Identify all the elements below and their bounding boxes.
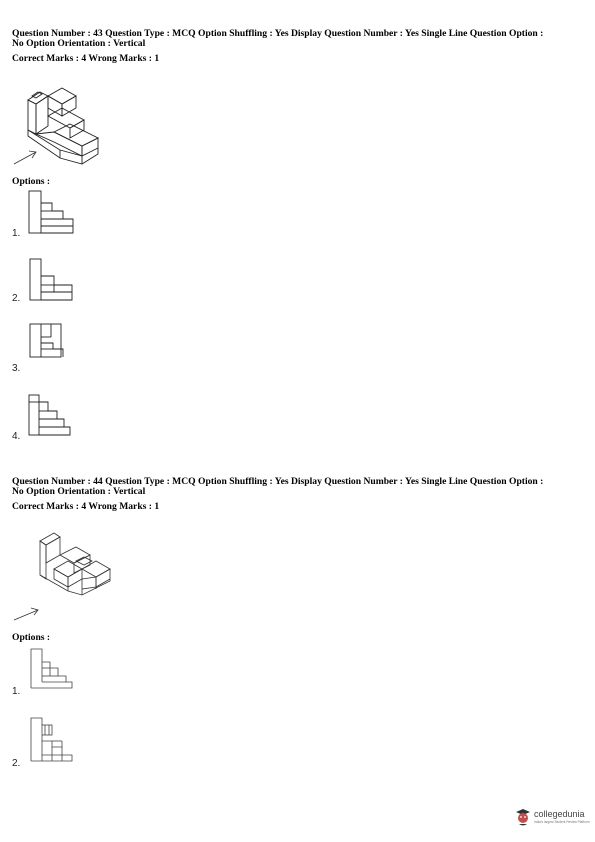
view-direction-arrow (12, 146, 42, 171)
graduate-mascot-icon (514, 807, 532, 827)
logo-wordmark: collegedunia (534, 809, 585, 819)
option-figure (30, 717, 90, 768)
option-figure (28, 394, 88, 445)
arrow-icon (12, 604, 42, 624)
question-marks: Correct Marks : 4 Wrong Marks : 1 (12, 501, 160, 512)
option-figure (29, 258, 89, 309)
option-figure (28, 190, 88, 241)
option-number: 2. (12, 758, 21, 769)
option-number: 1. (12, 686, 21, 697)
question-43-header (12, 29, 584, 64)
question-44-header (12, 477, 584, 512)
option-number: 3. (12, 363, 21, 374)
option-number: 2. (12, 293, 21, 304)
option-number: 1. (12, 228, 21, 239)
option-figure (29, 323, 89, 374)
question-meta-line1: Question Number : 44 Question Type : MCQ Option Shuffling : Yes Display Question Number : Yes Single Line Question Option : (12, 476, 544, 487)
options-label: Options : (12, 632, 51, 643)
question-meta-line2: No Option Orientation : Vertical (12, 38, 146, 49)
question-marks: Correct Marks : 4 Wrong Marks : 1 (12, 53, 160, 64)
option-figure (30, 648, 90, 699)
view-direction-arrow (12, 604, 42, 629)
option-number: 4. (12, 431, 21, 442)
logo-tagline: India's largest Student Review Platform (534, 820, 590, 824)
question-meta-line2: No Option Orientation : Vertical (12, 486, 146, 497)
isometric-block-figure (30, 525, 120, 600)
arrow-icon (12, 146, 42, 166)
options-label: Options : (12, 176, 51, 187)
collegedunia-logo (514, 806, 592, 828)
question-meta-line1: Question Number : 43 Question Type : MCQ Option Shuffling : Yes Display Question Number : Yes Single Line Question Option : (12, 28, 544, 39)
question-44-figure (30, 525, 120, 605)
